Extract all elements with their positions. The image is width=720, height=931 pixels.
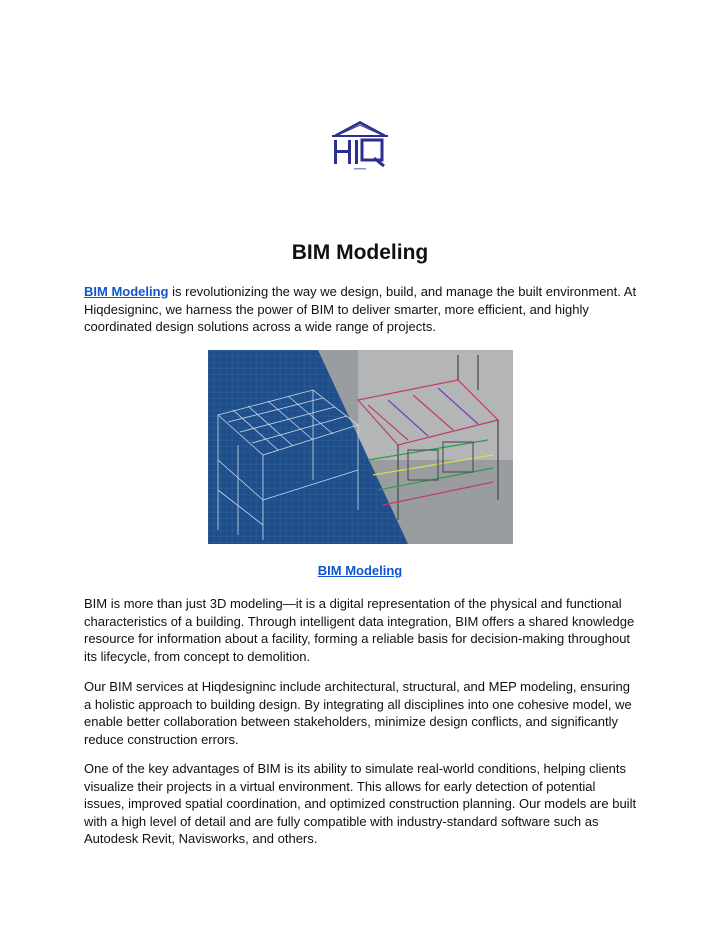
intro-paragraph	[84, 283, 639, 336]
hiq-logo	[328, 118, 392, 174]
bim-model-image	[208, 350, 513, 544]
body-paragraph-2: Our BIM services at Hiqdesigninc include architectural, structural, and MEP modeling, ensuring a holistic approach to building design. By integrating all disciplines into one cohesive model, we enable better collaboration between stakeholders, minimize design conflicts, and significantly reduce construction errors.	[84, 679, 632, 747]
page-title: BIM Modeling	[291, 241, 429, 264]
body-paragraph-1: BIM is more than just 3D modeling—it is a digital representation of the physical and functional characteristics of a building. Through intelligent data integration, BIM offers a shared knowledge resource for information about a facility, forming a reliable basis for decision-making throughout its lifecycle, from concept to demolition.	[84, 596, 635, 664]
bim-modeling-link[interactable]: BIM Modeling	[84, 284, 169, 299]
figure-caption	[0, 563, 720, 578]
intro-text: is revolutionizing the way we design, build, and manage the built environment. At Hiqdesigninc, we harness the power of BIM to deliver smarter, more efficient, and highly coordinated design solutions across a wide range of projects.	[84, 284, 637, 334]
caption-link[interactable]: BIM Modeling	[317, 563, 403, 578]
body-paragraph-3: One of the key advantages of BIM is its ability to simulate real-world conditions, helping clients visualize their projects in a virtual environment. This allows for early detection of potential issues, improved spatial coordination, and optimized construction planning. Our models are built with a high level of detail and are fully compatible with industry-standard software such as Autodesk Revit, Navisworks, and others.	[84, 761, 637, 846]
